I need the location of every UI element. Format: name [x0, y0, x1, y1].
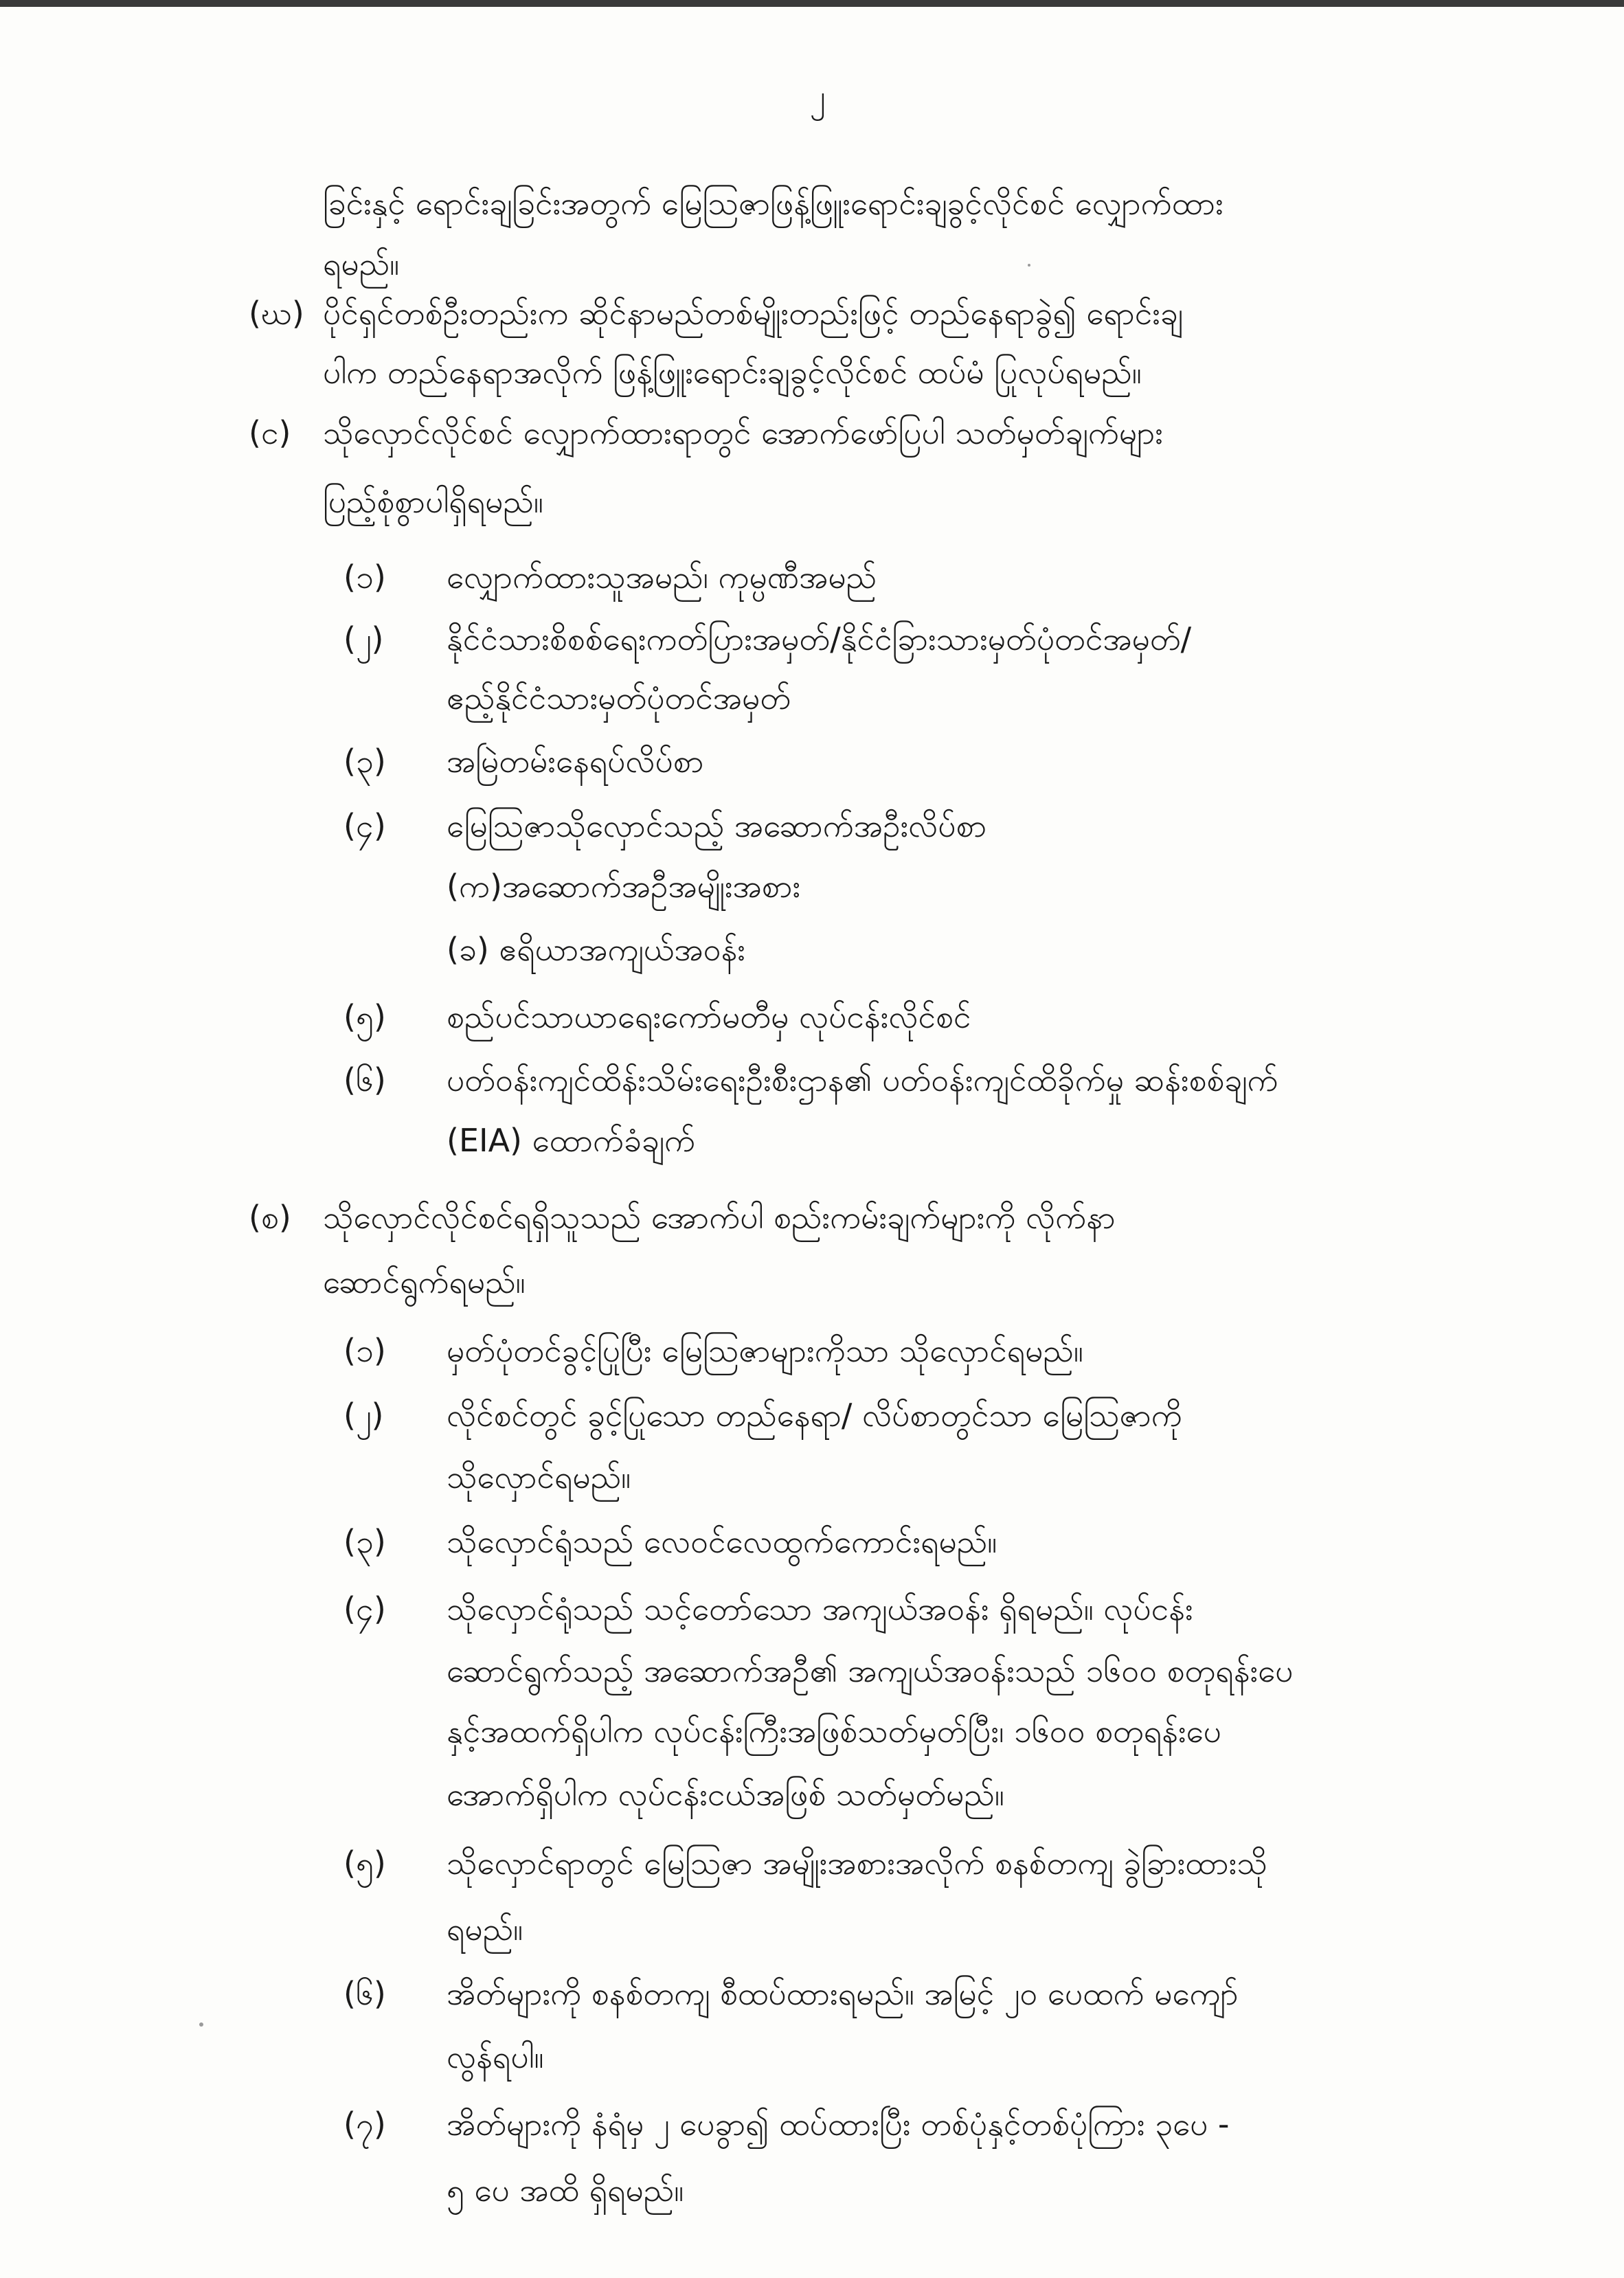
- clause-sa-marker: (စ): [249, 1199, 291, 1236]
- nga-item-6-number: (၆): [343, 1061, 386, 1098]
- nga-item-6-line-2: (EIA) ထောက်ခံချက်: [447, 1122, 696, 1159]
- sa-item-5-line-2: ရမည်။: [447, 1910, 523, 1948]
- sa-item-5-number: (၅): [343, 1845, 386, 1882]
- sa-item-7-line-1: အိတ်များကို နံရံမှ ၂ ပေခွာ၍ ထပ်ထားပြီး တစ်ပုံနှင့်တစ်ပုံကြား ၃ပေ -: [447, 2106, 1230, 2143]
- nga-item-3-line-1: အမြဲတမ်းနေရပ်လိပ်စာ: [447, 743, 704, 780]
- scan-speck: [199, 2022, 203, 2027]
- sa-item-1-number: (၁): [343, 1332, 386, 1369]
- sa-item-7-number: (၇): [343, 2106, 386, 2143]
- sa-item-4-line-2: ဆောင်ရွက်သည့် အဆောက်အဦ၏ အကျယ်အဝန်းသည် ၁၆၀၀ စတုရန်းပေ: [447, 1652, 1294, 1689]
- clause-sa-line-2: ဆောင်ရွက်ရမည်။: [323, 1263, 526, 1300]
- sa-item-3-number: (၃): [343, 1523, 386, 1560]
- intro-line-1: ခြင်းနှင့် ရောင်းချခြင်းအတွက် မြေသြဇာဖြန့်ဖြူးရောင်းချခွင့်လိုင်စင် လျှောက်ထား: [323, 185, 1223, 222]
- nga-item-1-line-1: လျှောက်ထားသူအမည်၊ ကုမ္ပဏီအမည်: [447, 559, 877, 596]
- nga-item-2-line-2: ဧည့်နိုင်ငံသားမှတ်ပုံတင်အမှတ်: [447, 679, 791, 717]
- page-number: ၂: [809, 78, 826, 115]
- sa-item-4-line-4: အောက်ရှိပါက လုပ်ငန်းငယ်အဖြစ် သတ်မှတ်မည်။: [447, 1776, 1004, 1813]
- nga-item-5-line-1: စည်ပင်သာယာရေးကော်မတီမှ လုပ်ငန်းလိုင်စင်: [447, 998, 971, 1035]
- nga-item-1-number: (၁): [343, 559, 386, 596]
- sa-item-4-line-1: သိုလှောင်ရုံသည် သင့်တော်သော အကျယ်အဝန်း ရှိရမည်။ လုပ်ငန်း: [447, 1590, 1193, 1627]
- sa-item-2-number: (၂): [343, 1397, 384, 1434]
- clause-gha-line-2: ပါက တည်နေရာအလိုက် ဖြန့်ဖြူးရောင်းချခွင့်လိုင်စင် ထပ်မံ ပြုလုပ်ရမည်။: [323, 354, 1142, 391]
- nga-item-4-number: (၄): [343, 807, 386, 844]
- sa-item-2-line-1: လိုင်စင်တွင် ခွင့်ပြုသော တည်နေရာ/ လိပ်စာတွင်သာ မြေသြဇာကို: [447, 1397, 1182, 1434]
- scan-speck: [1028, 264, 1030, 267]
- sa-item-6-number: (၆): [343, 1975, 386, 2012]
- nga-item-4-sub-kha: (ခ) ဧရိယာအကျယ်အဝန်း: [447, 931, 745, 968]
- sa-item-2-line-2: သိုလှောင်ရမည်။: [447, 1458, 631, 1496]
- clause-gha-line-1: ပိုင်ရှင်တစ်ဦးတည်းက ဆိုင်နာမည်တစ်မျိုးတည်းဖြင့် တည်နေရာခွဲ၍ ရောင်းချ: [323, 295, 1184, 332]
- nga-item-4-line-1: မြေသြဇာသိုလှောင်သည့် အဆောက်အဦးလိပ်စာ: [447, 807, 987, 844]
- clause-sa-line-1: သိုလှောင်လိုင်စင်ရရှိသူသည် အောက်ပါ စည်းကမ်းချက်များကို လိုက်နာ: [323, 1199, 1116, 1236]
- sa-item-4-number: (၄): [343, 1590, 386, 1627]
- clause-nga-line-2: ပြည့်စုံစွာပါရှိရမည်။: [323, 483, 543, 520]
- nga-item-5-number: (၅): [343, 998, 386, 1035]
- nga-item-6-line-1: ပတ်ဝန်းကျင်ထိန်းသိမ်းရေးဦးစီးဌာန၏ ပတ်ဝန်းကျင်ထိခိုက်မှု ဆန်းစစ်ချက်: [447, 1061, 1278, 1098]
- sa-item-5-line-1: သိုလှောင်ရာတွင် မြေသြဇာ အမျိုးအစားအလိုက် စနစ်တကျ ခွဲခြားထားသို: [447, 1845, 1267, 1882]
- intro-line-2: ရမည်။: [323, 245, 400, 282]
- sa-item-7-line-2: ၅ ပေ အထိ ရှိရမည်။: [447, 2172, 684, 2209]
- clause-nga-marker: (င): [249, 414, 291, 451]
- nga-item-2-number: (၂): [343, 620, 384, 657]
- sa-item-3-line-1: သိုလှောင်ရုံသည် လေဝင်လေထွက်ကောင်းရမည်။: [447, 1523, 997, 1560]
- sa-item-6-line-1: အိတ်များကို စနစ်တကျ စီထပ်ထားရမည်။ အမြင့် ၂၀ ပေထက် မကျော်: [447, 1975, 1239, 2012]
- nga-item-3-number: (၃): [343, 743, 386, 780]
- nga-item-2-line-1: နိုင်ငံသားစိစစ်ရေးကတ်ပြားအမှတ်/နိုင်ငံခြားသားမှတ်ပုံတင်အမှတ်/: [447, 620, 1192, 657]
- clause-nga-line-1: သိုလှောင်လိုင်စင် လျှောက်ထားရာတွင် အောက်ဖော်ပြပါ သတ်မှတ်ချက်များ: [323, 414, 1163, 451]
- sa-item-1-line-1: မှတ်ပုံတင်ခွင့်ပြုပြီး မြေသြဇာများကိုသာ သိုလှောင်ရမည်။: [447, 1332, 1083, 1369]
- nga-item-4-sub-ka: (က)အဆောက်အဦအမျိုးအစား: [447, 868, 801, 905]
- clause-gha-marker: (ဃ): [249, 295, 304, 332]
- sa-item-6-line-2: လွန်ရပါ။: [447, 2038, 544, 2075]
- sa-item-4-line-3: နှင့်အထက်ရှိပါက လုပ်ငန်းကြီးအဖြစ်သတ်မှတ်ပြီး၊ ၁၆၀၀ စတုရန်းပေ: [447, 1713, 1221, 1750]
